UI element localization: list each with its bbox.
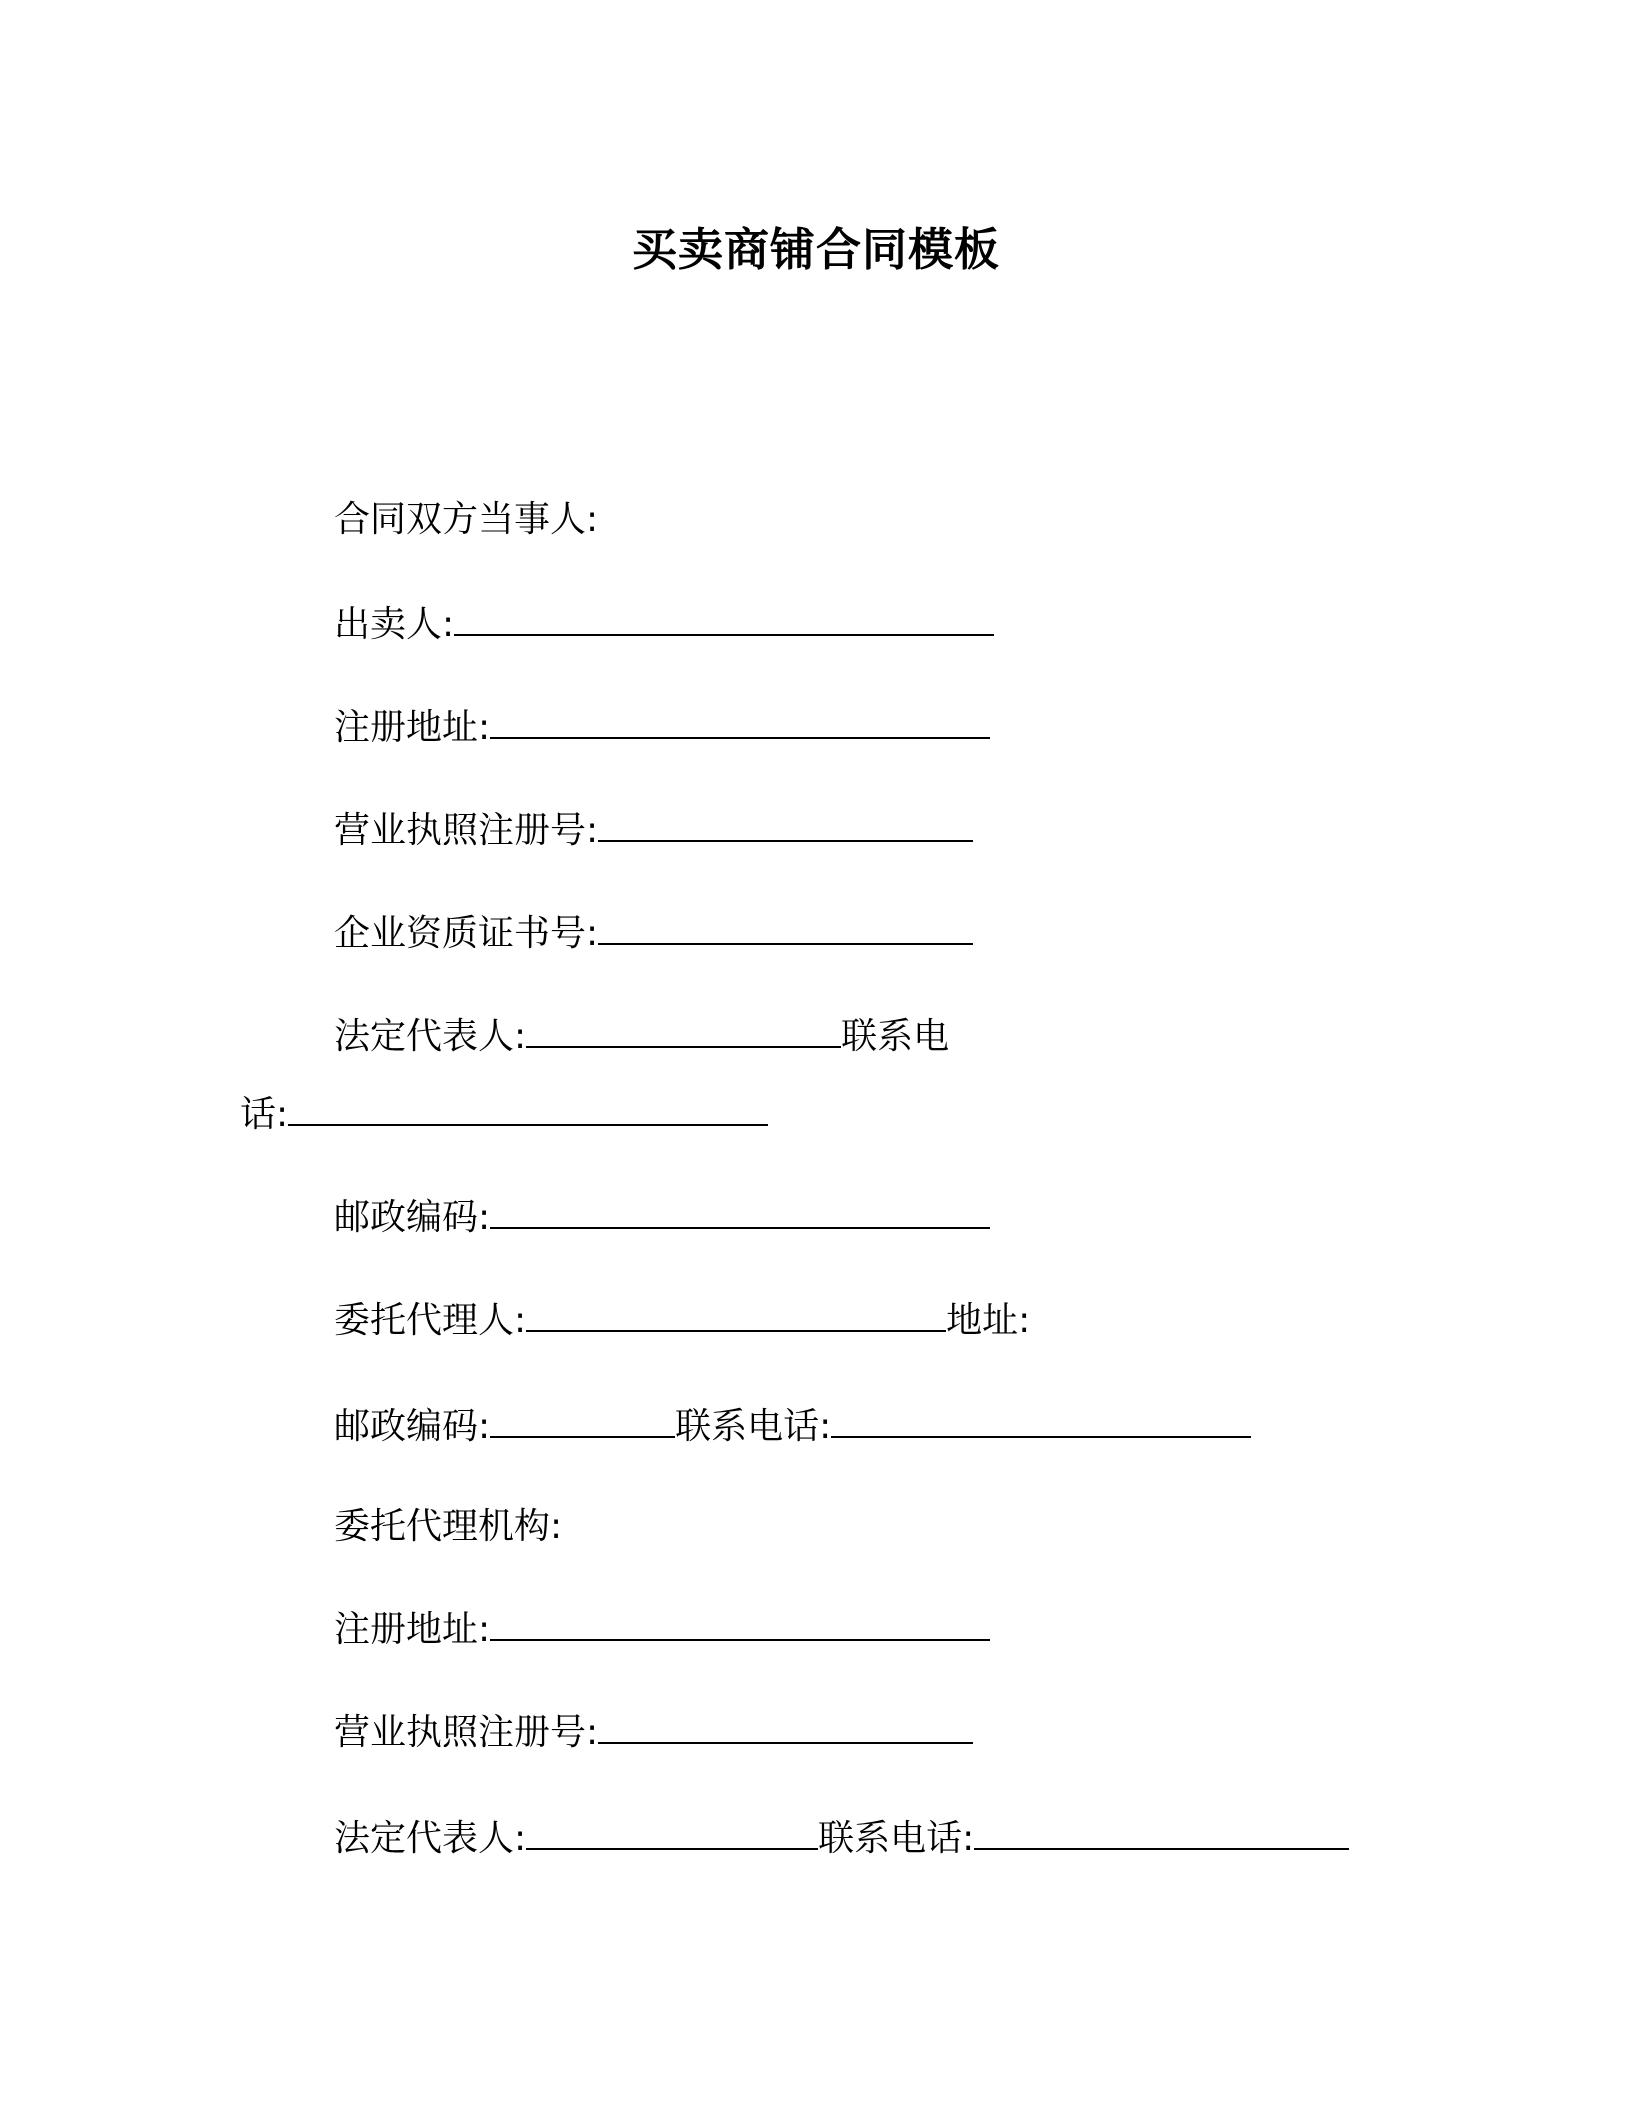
agency-phone-label: 联系电话:: [818, 1818, 975, 1859]
agency-row: [334, 1502, 562, 1552]
seller-legal-rep-label: 法定代表人:: [334, 1016, 527, 1057]
seller-phone-label-part2: 话:: [240, 1094, 289, 1135]
agency-address-blank[interactable]: [490, 1605, 990, 1641]
agency-license-label: 营业执照注册号:: [334, 1712, 599, 1753]
agency-label: 委托代理机构:: [334, 1506, 563, 1547]
agent-blank[interactable]: [526, 1296, 946, 1332]
seller-row: [334, 600, 994, 650]
agent-contact-row: [334, 1402, 1251, 1452]
seller-postcode-label: 邮政编码:: [334, 1197, 491, 1238]
seller-address-row: [334, 703, 990, 753]
agency-address-row: [334, 1605, 990, 1655]
seller-postcode-row: [334, 1193, 990, 1243]
seller-phone-row: [240, 1090, 768, 1140]
seller-legal-rep-row: [334, 1012, 949, 1062]
seller-license-label: 营业执照注册号:: [334, 810, 599, 851]
seller-address-label: 注册地址:: [334, 707, 491, 748]
parties-heading-label: 合同双方当事人:: [334, 499, 599, 540]
parties-heading: [334, 495, 598, 545]
agent-phone-label: 联系电话:: [675, 1406, 832, 1447]
seller-blank[interactable]: [454, 600, 994, 636]
seller-qualification-label: 企业资质证书号:: [334, 913, 599, 954]
agent-postcode-label: 邮政编码:: [334, 1406, 491, 1447]
seller-address-blank[interactable]: [490, 703, 990, 739]
agent-label: 委托代理人:: [334, 1300, 527, 1341]
seller-legal-rep-blank[interactable]: [526, 1012, 841, 1048]
agent-row: [334, 1296, 1030, 1346]
agency-license-blank[interactable]: [598, 1708, 973, 1744]
agent-address-label: 地址:: [946, 1300, 1031, 1341]
agent-phone-blank[interactable]: [831, 1402, 1251, 1438]
document-title: 买卖商铺合同模板: [631, 223, 1000, 276]
seller-license-row: [334, 806, 973, 856]
seller-phone-blank[interactable]: [288, 1090, 768, 1126]
agent-postcode-blank[interactable]: [490, 1402, 675, 1438]
seller-label: 出卖人:: [334, 604, 455, 645]
seller-qualification-blank[interactable]: [598, 909, 973, 945]
agency-legal-rep-row: [334, 1814, 1349, 1864]
seller-phone-label-part1: 联系电: [841, 1016, 950, 1057]
agency-license-row: [334, 1708, 973, 1758]
agency-address-label: 注册地址:: [334, 1609, 491, 1650]
agency-legal-rep-blank[interactable]: [526, 1814, 818, 1850]
seller-license-blank[interactable]: [598, 806, 973, 842]
seller-qualification-row: [334, 909, 973, 959]
agency-phone-blank[interactable]: [974, 1814, 1349, 1850]
seller-postcode-blank[interactable]: [490, 1193, 990, 1229]
agency-legal-rep-label: 法定代表人:: [334, 1818, 527, 1859]
